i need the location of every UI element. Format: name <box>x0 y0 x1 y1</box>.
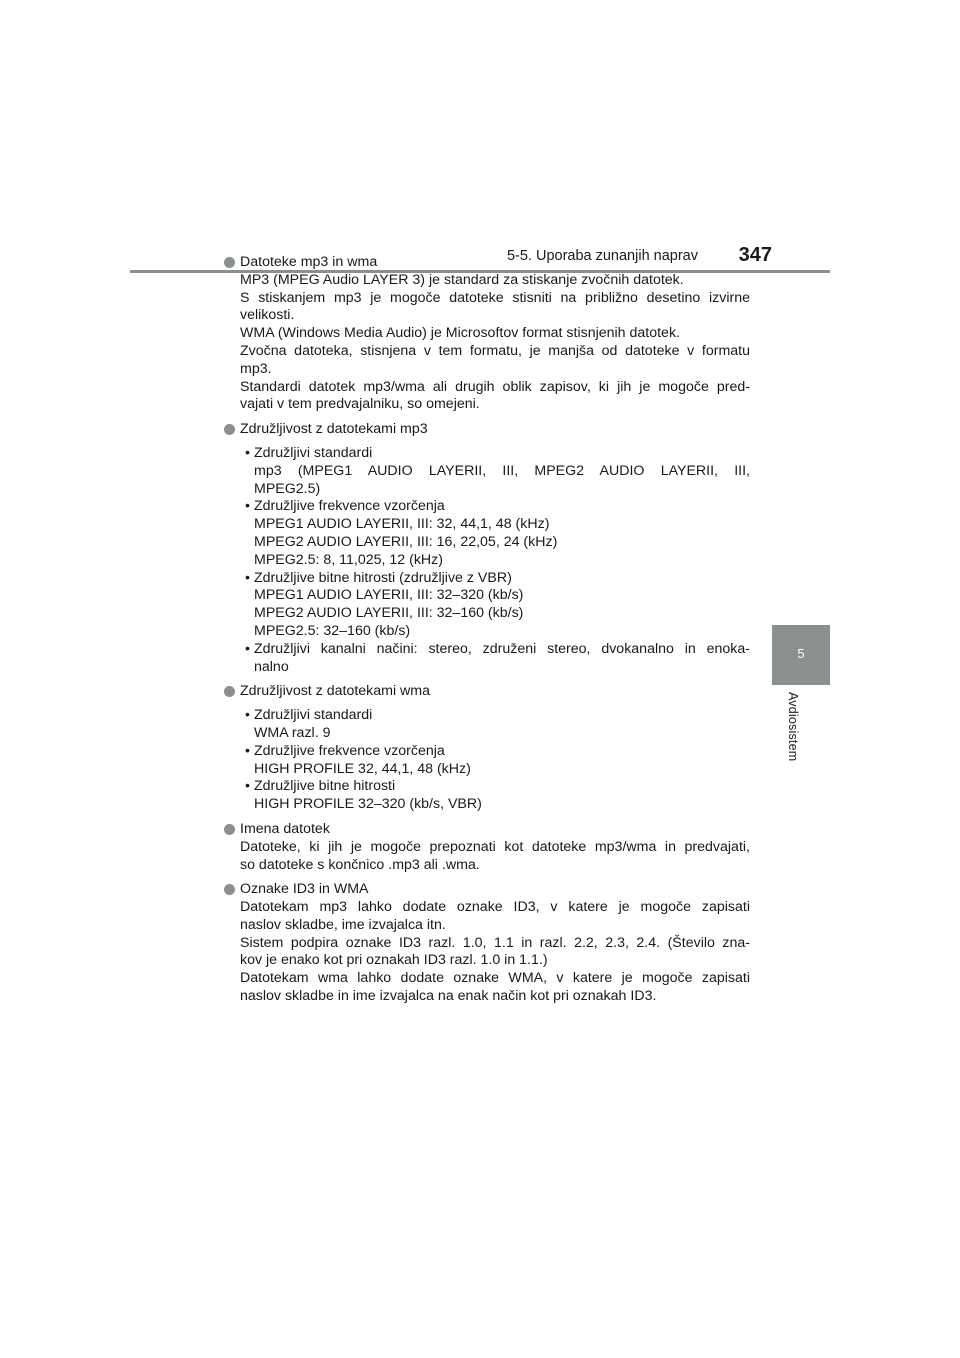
chapter-number: 5 <box>797 646 805 661</box>
list-item <box>240 707 750 743</box>
section-heading: Oznake ID3 in WMA <box>240 881 369 898</box>
list-item-line: MPEG2.5: 32–160 (kb/s) <box>254 622 411 639</box>
paragraph-line: naslov skladbe in ime izvajalca na enak način kot pri oznakah ID3. <box>240 988 657 1005</box>
list-item-line: mp3 (MPEG1 AUDIO LAYERII, III, MPEG2 AUDIO LAYERII, III, <box>254 462 750 479</box>
dot-icon: • <box>245 640 250 657</box>
dot-icon: • <box>245 778 250 795</box>
dot-icon: • <box>245 569 250 586</box>
list-item <box>240 570 750 641</box>
section-heading: Imena datotek <box>240 820 330 837</box>
list-item-line: MPEG2.5: 8, 11,025, 12 (kHz) <box>254 551 443 568</box>
list-item-line: MPEG2.5) <box>254 480 321 497</box>
list-item-line: nalno <box>254 658 289 675</box>
list-item-line: MPEG1 AUDIO LAYERII, III: 32, 44,1, 48 (kHz) <box>254 516 550 533</box>
paragraph-line: so datoteke s končnico .mp3 ali .wma. <box>240 856 480 873</box>
bullet-icon <box>224 824 235 835</box>
bullet-icon <box>224 424 235 435</box>
dot-icon: • <box>245 498 250 515</box>
section-heading: Združljivost z datotekami mp3 <box>240 421 428 438</box>
list-item-title: Združljive frekvence vzorčenja <box>254 498 445 515</box>
dot-icon: • <box>245 742 250 759</box>
list-item-title: Združljivi kanalni načini: stereo, združeni stereo, dvokanalno in enoka- <box>254 640 750 657</box>
list-item <box>240 743 750 779</box>
page-number: 347 <box>738 244 772 266</box>
sub-list <box>240 445 750 676</box>
page-header <box>130 0 830 275</box>
dot-icon: • <box>245 707 250 724</box>
chapter-tab <box>772 625 830 685</box>
list-item-title: Združljivi standardi <box>254 444 373 461</box>
list-item-line: HIGH PROFILE 32–320 (kb/s, VBR) <box>254 796 482 813</box>
list-item-title: Združljive bitne hitrosti <box>254 778 396 795</box>
paragraph-line: vajati v tem predvajalniku, so omejeni. <box>240 396 480 413</box>
paragraph-line: Zvočna datoteka, stisnjena v tem formatu, je manjša od datoteke v formatu <box>240 342 750 359</box>
section-mp3-compat <box>222 421 750 676</box>
section-heading: Datoteke mp3 in wma <box>240 254 378 270</box>
paragraph-line: Datoteke, ki jih je mogoče prepoznati kot datoteke mp3/wma in predvajati, <box>240 838 750 855</box>
section-heading: Združljivost z datotekami wma <box>240 683 431 700</box>
page-content <box>222 254 750 1013</box>
paragraph-line: WMA (Windows Media Audio) je Microsoftov format stisnjenih datotek. <box>240 325 680 342</box>
section-title: 5-5. Uporaba zunanjih naprav <box>506 248 698 264</box>
section-file-names <box>222 821 750 874</box>
list-item <box>240 778 750 814</box>
section-wma-compat <box>222 683 750 814</box>
list-item-line: MPEG2 AUDIO LAYERII, III: 32–160 (kb/s) <box>254 605 524 622</box>
list-item-line: HIGH PROFILE 32, 44,1, 48 (kHz) <box>254 760 471 777</box>
list-item-title: Združljive frekvence vzorčenja <box>254 742 445 759</box>
list-item-line: WMA razl. 9 <box>254 724 331 741</box>
paragraph-line: velikosti. <box>240 307 295 324</box>
bullet-icon <box>224 686 235 697</box>
section-id3-tags <box>222 881 750 1006</box>
paragraph-line: kov je enako kot pri oznakah ID3 razl. 1.0 in 1.1.) <box>240 952 548 969</box>
list-item-title: Združljive bitne hitrosti (združljive z VBR) <box>254 569 512 586</box>
bullet-icon <box>224 257 235 268</box>
paragraph-line: Datotekam wma lahko dodate oznake WMA, v katere je mogoče zapisati <box>240 970 750 987</box>
paragraph-line: S stiskanjem mp3 je mogoče datoteke stisniti na približno desetino izvirne <box>240 289 750 306</box>
sub-list <box>240 707 750 814</box>
paragraph-line: MP3 (MPEG Audio LAYER 3) je standard za stiskanje zvočnih datotek. <box>240 271 684 288</box>
list-item-line: MPEG2 AUDIO LAYERII, III: 16, 22,05, 24 (kHz) <box>254 533 558 550</box>
paragraph-line: naslov skladbe, ime izvajalca itn. <box>240 916 446 933</box>
chapter-label-container <box>786 692 808 812</box>
chapter-label: Avdiosistem <box>786 692 800 762</box>
list-item-line: MPEG1 AUDIO LAYERII, III: 32–320 (kb/s) <box>254 587 524 604</box>
section-mp3-wma <box>222 254 750 414</box>
paragraph-line: mp3. <box>240 360 272 377</box>
list-item <box>240 641 750 677</box>
bullet-icon <box>224 884 235 895</box>
list-item-title: Združljivi standardi <box>254 707 373 724</box>
list-item <box>240 445 750 498</box>
dot-icon: • <box>245 444 250 461</box>
paragraph-line: Datotekam mp3 lahko dodate oznake ID3, v katere je mogoče zapisati <box>240 899 750 916</box>
paragraph-line: Standardi datotek mp3/wma ali drugih oblik zapisov, ki jih je mogoče pred- <box>240 378 750 395</box>
list-item <box>240 498 750 569</box>
paragraph-line: Sistem podpira oznake ID3 razl. 1.0, 1.1 in razl. 2.2, 2.3, 2.4. (Število zna- <box>240 934 750 951</box>
